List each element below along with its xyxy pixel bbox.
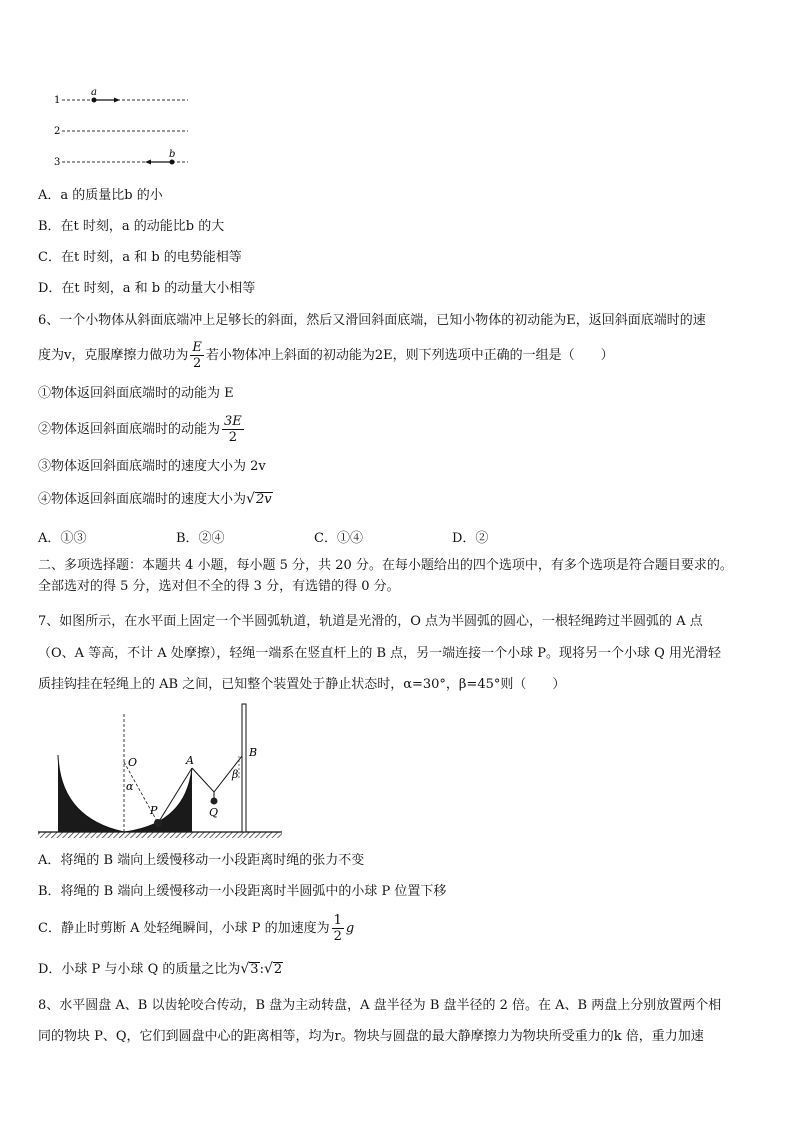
q6-statement-3: ③物体返回斜面底端时的速度大小为 2v [38, 459, 266, 474]
q6-statement-4 [38, 490, 273, 509]
q6-stem-line1: 6、一个小物体从斜面底端冲上足够长的斜面，然后又滑回斜面底端，已知小物体的初动能为E，返回斜面底端时的速 [38, 313, 706, 328]
q6-options [38, 530, 538, 548]
fraction-numerator: 1 [333, 913, 342, 928]
q7-option-c-text: C．静止时剪断 A 处轻绳瞬间，小球 P 的加速度为 [38, 921, 330, 936]
q5-option-a: A．a 的质量比b 的小 [38, 188, 163, 203]
section2-heading-line1: 二、多项选择题：本题共 4 小题，每小题 5 分，共 20 分。在每小题给出的四个选项中，有多个选项是符合题目要求的。 [38, 558, 733, 573]
label-b: B [249, 746, 258, 759]
q7-ratio-sep: : [259, 962, 264, 977]
fraction-denominator: 2 [228, 430, 238, 445]
q6-stem-line2-post: 若小物体冲上斜面的初动能为2E，则下列选项中正确的一组是（ ） [205, 348, 614, 363]
sqrt-icon: √ [263, 961, 273, 977]
ball-q [211, 798, 218, 805]
ball-p [154, 819, 162, 827]
q6-option-b: B．②④ [176, 531, 225, 546]
q7-sqrt-2: 2 [273, 962, 283, 977]
q7-sqrt-3: 3 [250, 962, 259, 977]
line-3-label: 3 [54, 157, 61, 168]
label-o: O [128, 756, 138, 769]
q7-option-b: B．将绳的 B 端向上缓慢移动一小段距离时半圆弧中的小球 P 位置下移 [38, 884, 447, 899]
particle-a-label: a [91, 88, 97, 98]
q6-option-a: A．①③ [38, 531, 87, 546]
q7-stem-line1: 7、如图所示，在水平面上固定一个半圆弧轨道，轨道是光滑的，O 点为半圆弧的圆心，一根轻绳跨过半圆弧的 A 点 [38, 614, 703, 629]
fraction-denominator: 2 [333, 929, 342, 944]
q6-fraction-3e-over-2 [222, 414, 244, 445]
q7-option-a: A．将绳的 B 端向上缓慢移动一小段距离时绳的张力不变 [38, 853, 365, 868]
section2-heading-line2: 全部选对的得 5 分，选对但不全的得 3 分，有选错的得 0 分。 [38, 579, 400, 594]
q7-option-c [38, 912, 354, 946]
q5-option-d: D．在t 时刻，a 和 b 的动量大小相等 [38, 281, 256, 296]
particle-b-label: b [169, 149, 176, 160]
label-beta: β [232, 768, 239, 781]
sqrt-icon: √ [240, 961, 250, 977]
sqrt-icon: √ [246, 491, 255, 507]
q5-option-c: C．在t 时刻，a 和 b 的电势能相等 [38, 250, 242, 265]
fraction-numerator: 3E [224, 414, 242, 429]
q5-figure [50, 88, 195, 170]
q6-statement-1: ①物体返回斜面底端时的动能为 E [38, 386, 234, 401]
q7-stem-line3: 质挂钩挂在轻绳上的 AB 之间，已知整个装置处于静止状态时，α=30°，β=45°则（ ） [38, 677, 566, 692]
q7-option-d-text: D．小球 P 与小球 Q 的质量之比为 [38, 962, 241, 977]
arrow-a-head [114, 98, 120, 103]
q7-stem-line2: （O、A 等高，不计 A 处摩擦），轻绳一端系在竖直杆上的 B 点，另一端连接一个小球 P。现将另一个小球 Q 用光滑轻 [38, 646, 721, 661]
label-p: P [150, 804, 158, 817]
q7-figure [36, 700, 286, 842]
q6-statement-2 [38, 410, 246, 450]
line-1-label: 1 [54, 95, 61, 106]
q6-option-d: D．② [452, 531, 489, 546]
fraction-denominator: 2 [192, 356, 202, 371]
vertical-rod [242, 704, 246, 832]
q6-sqrt-radicand: 2v [255, 492, 272, 507]
q7-fraction-half [332, 913, 344, 944]
q6-stem-line2 [38, 340, 614, 371]
label-alpha: α [126, 780, 134, 793]
q7-option-d [38, 960, 283, 979]
q8-stem-line2: 同的物块 P、Q，它们到圆盘中心的距离相等，均为r。物块与圆盘的最大静摩擦力为物块所受重力的k 倍，重力加速 [38, 1029, 704, 1044]
q6-fraction-e-over-2 [190, 340, 204, 371]
line-2-label: 2 [54, 126, 61, 137]
label-q: Q [209, 806, 219, 819]
arrow-b-head [145, 160, 151, 165]
fraction-numerator: E [192, 340, 202, 355]
q8-stem-line1: 8、水平圆盘 A、B 以齿轮咬合传动，B 盘为主动转盘，A 盘半径为 B 盘半径的 2 倍。在 A、B 两盘上分别放置两个相 [38, 998, 722, 1013]
ground-hatch [38, 832, 282, 838]
q6-option-c: C．①④ [314, 531, 363, 546]
q5-option-b: B．在t 时刻，a 的动能比b 的大 [38, 219, 225, 234]
q6-statement-4-text: ④物体返回斜面底端时的速度大小为 [38, 492, 247, 507]
track-left-block [58, 755, 124, 832]
q6-stem-line2-pre: 度为v，克服摩擦力做功为 [38, 348, 189, 363]
q6-statement-2-text: ②物体返回斜面底端时的动能为 [38, 422, 221, 437]
label-a: A [186, 754, 194, 767]
q7-option-c-unit: g [345, 921, 355, 936]
